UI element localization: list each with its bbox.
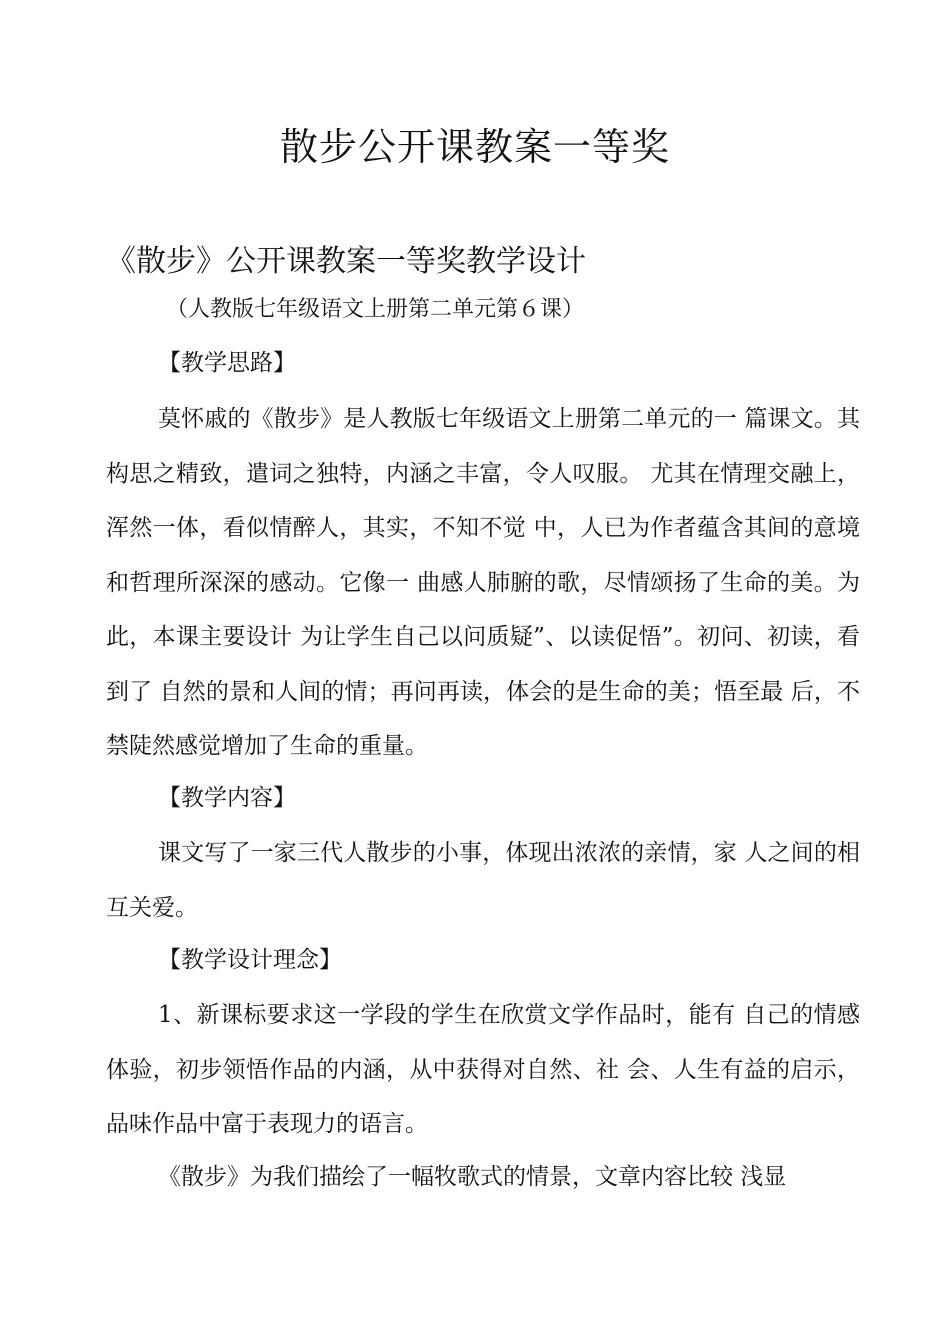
document-title: 散步公开课教案一等奖 xyxy=(279,125,670,169)
section-heading-design-concept: 【教学设计理念】 xyxy=(158,947,342,973)
document-subtitle: 《散步》公开课教案一等奖教学设计 xyxy=(106,244,586,279)
section-heading-teaching-approach: 【教学思路】 xyxy=(158,350,296,376)
paragraph-teaching-content: 课文写了一家三代人散步的小事，体现出浓浓的亲情，家 人之间的相互关爱。 xyxy=(106,840,860,921)
paragraph-design-concept-2: 《散步》为我们描绘了一幅牧歌式的情景，文章内容比较 浅显 xyxy=(158,1164,787,1190)
edition-note: （人教版七年级语文上册第二单元第６课） xyxy=(166,297,585,322)
paragraph-design-concept-1: 1、新课标要求这一学段的学生在欣赏文学作品时，能有 自己的情感体验，初步领悟作品的内涵，从中获得对自然、社 会、人生有益的启示，品味作品中富于表现力的语言。 xyxy=(106,1002,860,1137)
section-heading-teaching-content: 【教学内容】 xyxy=(158,785,296,811)
paragraph-teaching-approach: 莫怀戚的《散步》是人教版七年级语文上册第二单元的一 篇课文。其构思之精致，遣词之独特，内涵之丰富，令人叹服。 尤其在情理交融上，浑然一体，看似情醉人，其实，不知不觉 中，人已为作者蕴含其间的意境和哲理所深深的感动。它像一 曲感人肺腑的歌，尽情颂扬了生命的美。为此，本课主要设计 为让学生自己以问质疑”、以读促悟”。初问、初读，看到了 自然的景和人间的情；再问再读，体会的是生命的美；悟至最 后，不禁陡然感觉增加了生命的重量。 xyxy=(106,406,860,759)
